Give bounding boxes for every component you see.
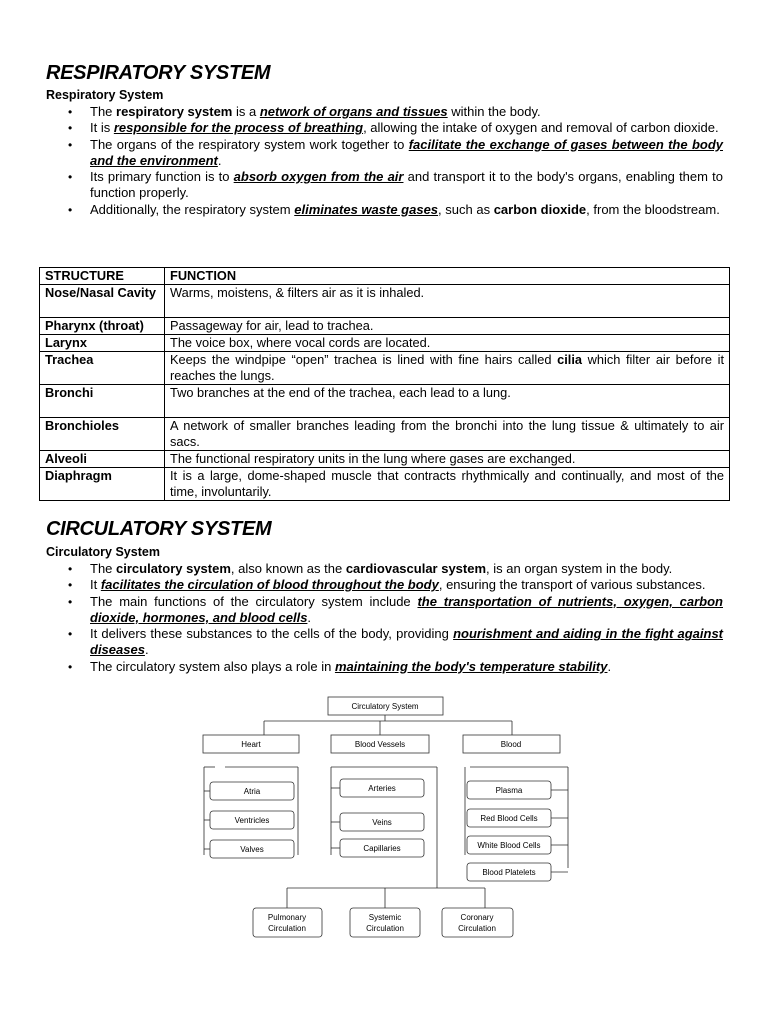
emphasized-text: eliminates waste gases	[294, 201, 439, 217]
diagram-arteries-label: Arteries	[368, 784, 396, 793]
diagram-node-arteries	[340, 779, 424, 797]
list-item: • The organs of the respiratory system work together to facilitate the exchange of gases between the body and the environment.	[46, 137, 723, 170]
table-cell-function: Warms, moistens, & filters air as it is inhaled.	[165, 285, 730, 318]
diagram-coronary-label: Coronary	[460, 913, 494, 922]
emphasized-text: maintaining the body's temperature stability	[334, 658, 608, 674]
emphasized-text: facilitates the circulation of blood throughout the body	[100, 577, 439, 593]
diagram-node-root	[328, 697, 443, 715]
table-cell-structure: Bronchi	[40, 385, 165, 418]
diagram-node-plasma	[467, 781, 551, 799]
bold-text: cilia	[557, 352, 583, 367]
table-cell-function: The functional respiratory units in the lung where gases are exchanged.	[165, 451, 730, 468]
table-cell-structure: Diaphragm	[40, 468, 165, 501]
diagram-veins-label: Veins	[372, 818, 392, 827]
table-cell-structure: Trachea	[40, 352, 165, 385]
circulatory-title: CIRCULATORY SYSTEM	[46, 518, 272, 540]
diagram-node-atria	[210, 782, 294, 800]
table-cell-function: A network of smaller branches leading from the bronchi into the lung tissue & ultimately to air sacs.	[165, 418, 730, 451]
bold-text: cardiovascular system	[345, 561, 487, 576]
table-cell-function: It is a large, dome-shaped muscle that contracts rhythmically and continually, and most of the time, involuntarily.	[165, 468, 730, 501]
list-item: • Its primary function is to absorb oxygen from the air and transport it to the body's organs, enabling them to function properly.	[46, 169, 723, 202]
diagram-node-pulmonary-circulation	[253, 908, 322, 937]
respiratory-title: RESPIRATORY SYSTEM	[46, 62, 271, 84]
list-item: • The respiratory system is a network of organs and tissues within the body.	[46, 104, 723, 120]
diagram-circulation-label: Circulation	[366, 924, 404, 933]
table-cell-function: The voice box, where vocal cords are located.	[165, 335, 730, 352]
diagram-circulation-label: Circulation	[268, 924, 306, 933]
diagram-node-blood	[463, 735, 560, 753]
table-header-structure: STRUCTURE	[40, 268, 165, 285]
list-item: • It is responsible for the process of breathing, allowing the intake of oxygen and removal of carbon dioxide.	[46, 120, 723, 136]
diagram-pulmonary-label: Pulmonary	[267, 913, 307, 922]
diagram-node-systemic-circulation	[350, 908, 420, 937]
diagram-systemic-label: Systemic	[368, 913, 402, 922]
list-item: • The circulatory system also plays a role in maintaining the body's temperature stability.	[46, 659, 723, 675]
table-cell-structure: Larynx	[40, 335, 165, 352]
emphasized-text: absorb oxygen from the air	[233, 169, 404, 185]
respiratory-subtitle: Respiratory System	[46, 88, 164, 102]
diagram-node-white-blood-cells	[467, 836, 551, 854]
list-item: • It facilitates the circulation of blood throughout the body, ensuring the transport of various substances.	[46, 577, 723, 593]
diagram-node-capillaries	[340, 839, 424, 857]
bold-text: circulatory system	[116, 561, 231, 576]
table-cell-structure: Pharynx (throat)	[40, 318, 165, 335]
table-cell-function: Two branches at the end of the trachea, each lead to a lung.	[165, 385, 730, 418]
diagram-node-veins	[340, 813, 424, 831]
diagram-node-ventricles	[210, 811, 294, 829]
emphasized-text: the transportation of nutrients, oxygen, carbon dioxide, hormones, and blood cells	[90, 593, 723, 625]
diagram-valves-label: Valves	[240, 845, 264, 854]
diagram-node-heart	[203, 735, 299, 753]
diagram-blood-label: Blood	[500, 740, 522, 749]
table-cell-structure: Bronchioles	[40, 418, 165, 451]
diagram-node-blood-vessels	[331, 735, 429, 753]
diagram-node-red-blood-cells	[467, 809, 551, 827]
diagram-blood-platelets-label: Blood Platelets	[482, 868, 536, 877]
list-item: • Additionally, the respiratory system eliminates waste gases, such as carbon dioxide, from the bloodstream.	[46, 202, 723, 218]
diagram-circulation-label: Circulation	[458, 924, 496, 933]
table-cell-function: Keeps the windpipe “open” trachea is lined with fine hairs called cilia which filter air before it reaches the lungs.	[165, 352, 730, 385]
diagram-red-blood-cells-label: Red Blood Cells	[480, 814, 538, 823]
diagram-white-blood-cells-label: White Blood Cells	[477, 841, 541, 850]
circulatory-subtitle: Circulatory System	[46, 545, 160, 559]
table-header-function: FUNCTION	[165, 268, 730, 285]
table-cell-structure: Nose/Nasal Cavity	[40, 285, 165, 318]
diagram-node-valves	[210, 840, 294, 858]
diagram-heart-label: Heart	[241, 740, 261, 749]
emphasized-text: responsible for the process of breathing	[113, 120, 364, 136]
diagram-plasma-label: Plasma	[495, 786, 523, 795]
emphasized-text: facilitate the exchange of gases between the body and the environment	[90, 136, 723, 168]
emphasized-text: nourishment and aiding in the fight against diseases	[90, 626, 724, 658]
table-cell-structure: Alveoli	[40, 451, 165, 468]
bold-text: carbon dioxide	[493, 201, 587, 217]
table-cell-function: Passageway for air, lead to trachea.	[165, 318, 730, 335]
bold-text: respiratory system	[116, 104, 233, 119]
diagram-blood-vessels-label: Blood Vessels	[354, 740, 406, 749]
emphasized-text: network of organs and tissues	[259, 104, 448, 119]
list-item: • The circulatory system, also known as the cardiovascular system, is an organ system in the body.	[46, 561, 723, 577]
diagram-node-blood-platelets	[467, 863, 551, 881]
list-item: • It delivers these substances to the cells of the body, providing nourishment and aiding in the fight against diseases.	[46, 626, 723, 659]
list-item: • The main functions of the circulatory system include the transportation of nutrients, oxygen, carbon dioxide, hormones, and blood cells.	[46, 594, 723, 627]
diagram-ventricles-label: Ventricles	[234, 816, 270, 825]
diagram-root-label: Circulatory System	[351, 702, 419, 711]
diagram-capillaries-label: Capillaries	[363, 844, 401, 853]
diagram-atria-label: Atria	[243, 787, 261, 796]
diagram-node-coronary-circulation	[442, 908, 513, 937]
